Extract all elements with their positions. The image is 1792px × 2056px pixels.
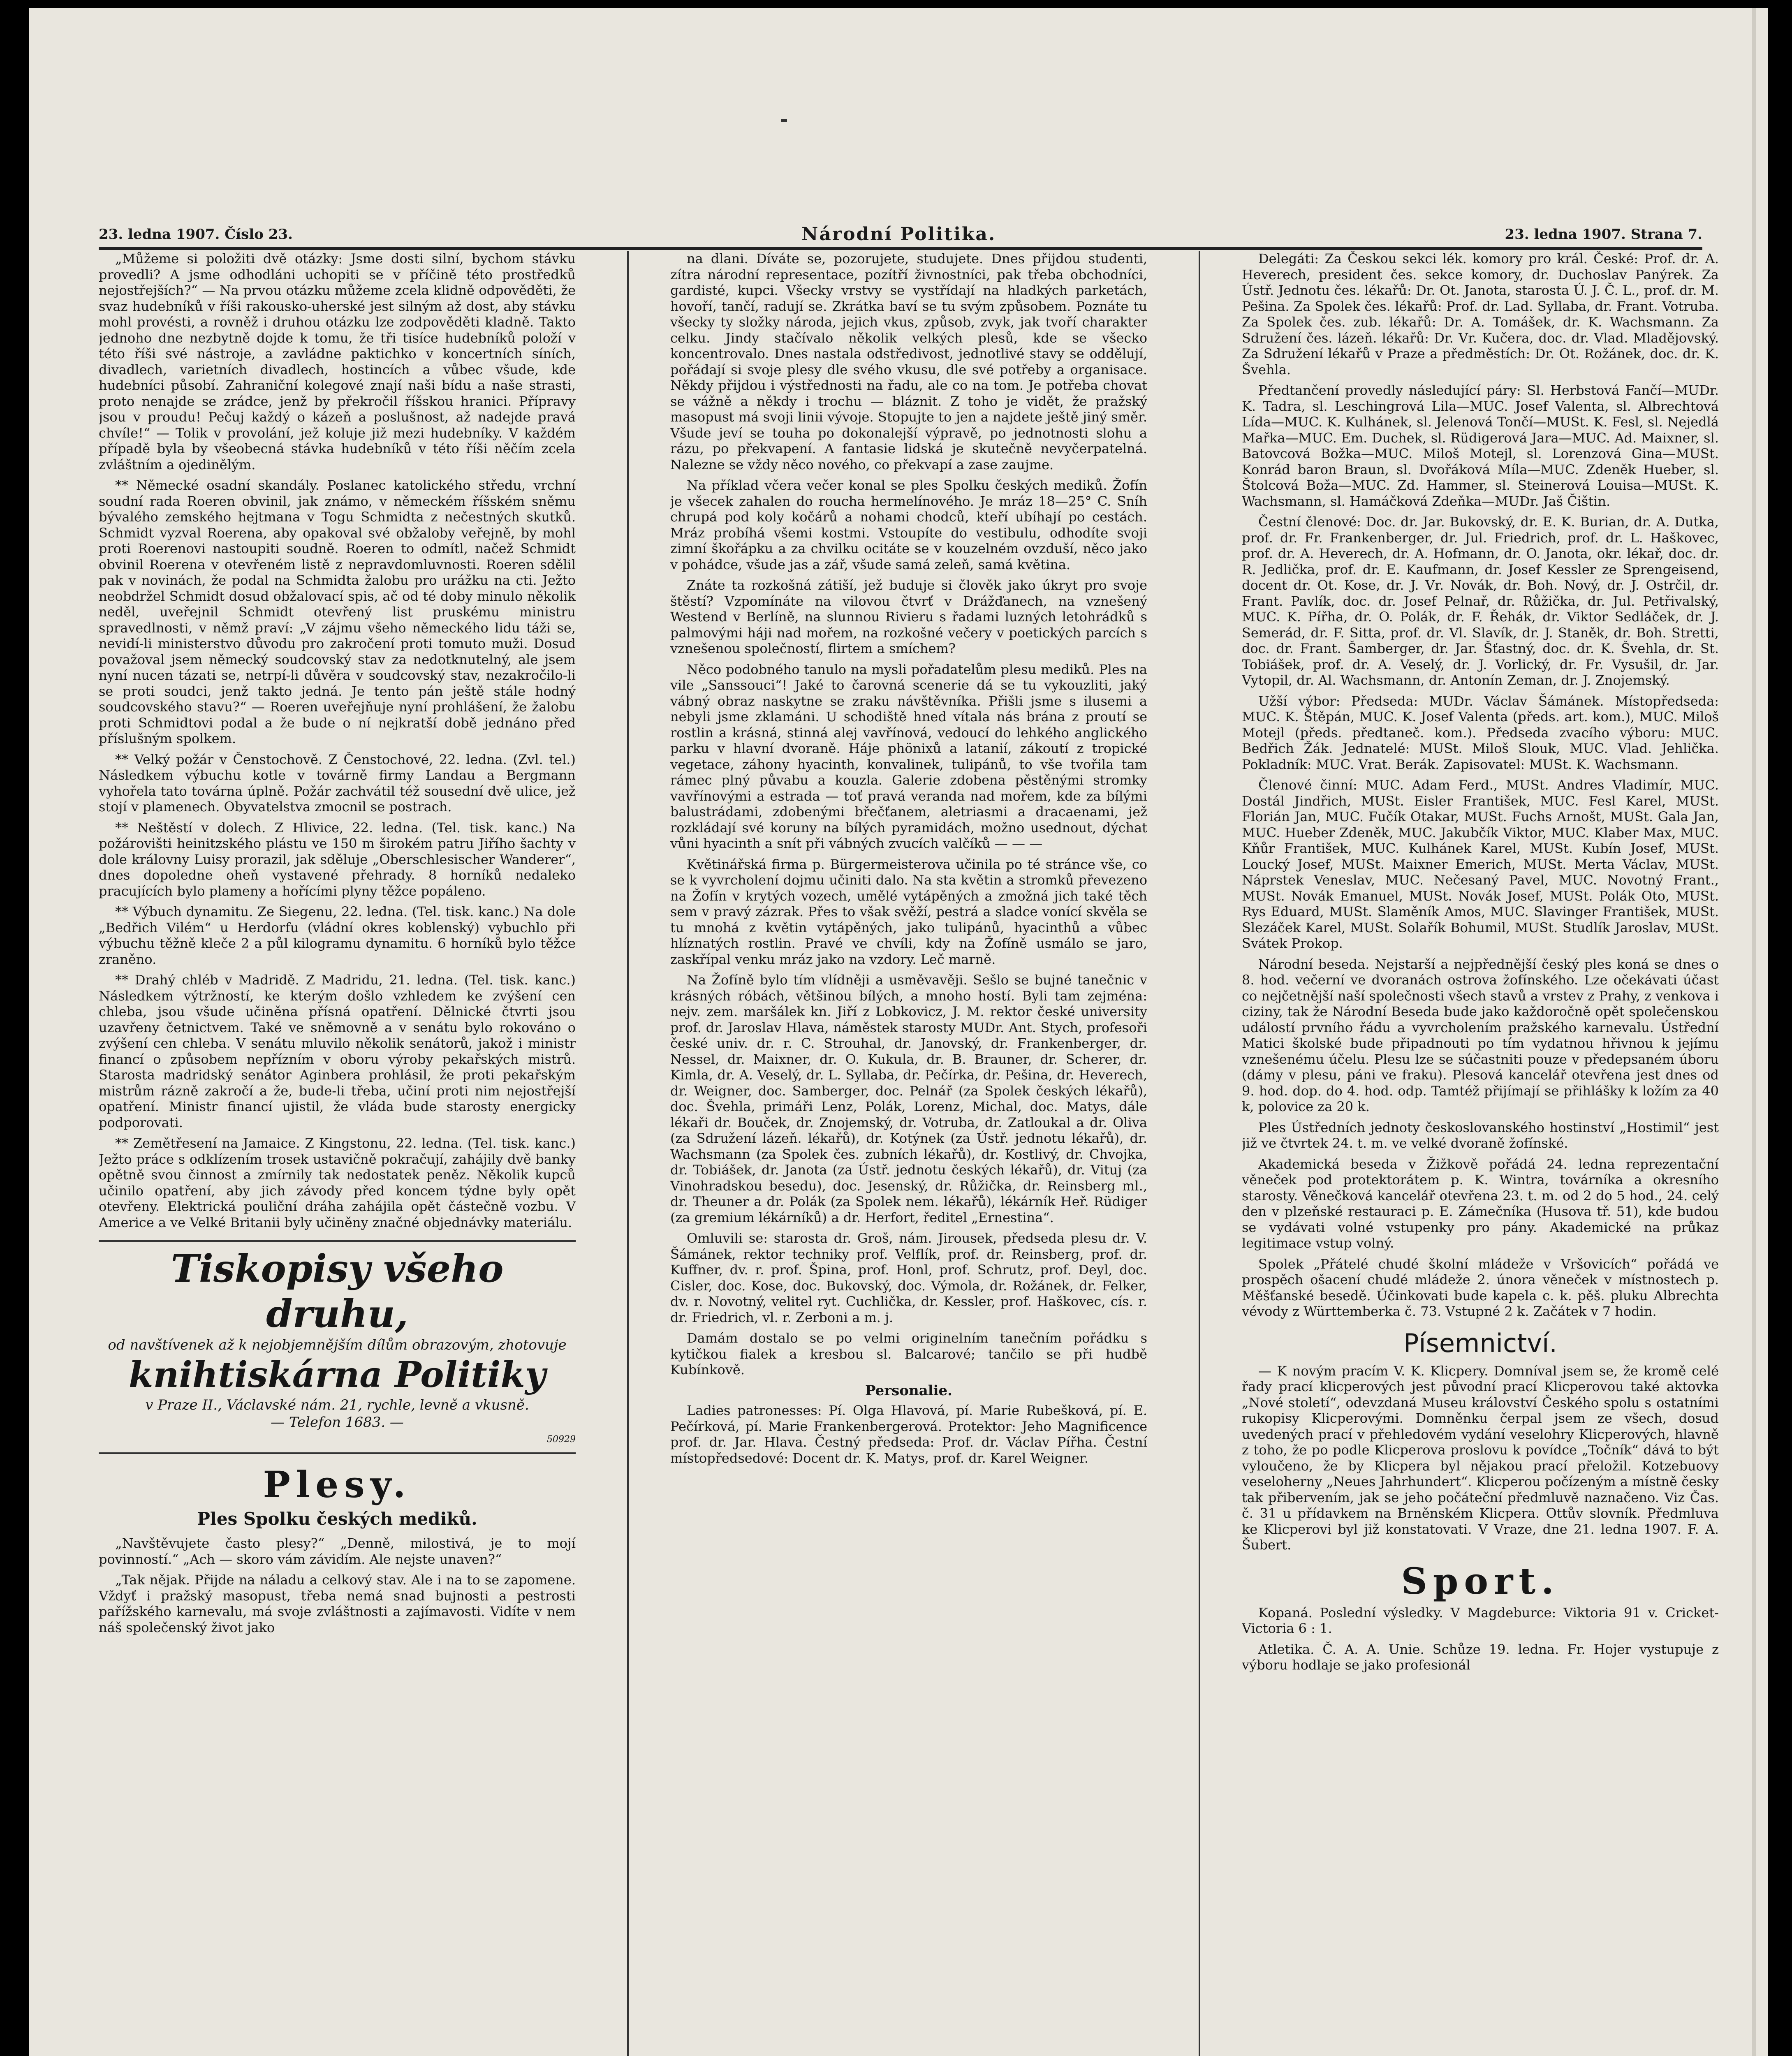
ad-tagline: od navštívenek až k nejobjemnějším dílům obrazovým, zhotovuje bbox=[108, 1337, 567, 1353]
ad-headline: Tiskopisy všeho druhu, bbox=[171, 1246, 504, 1336]
section-title-literature: Písemnictví. bbox=[1403, 1328, 1557, 1358]
subheading-personalia: Personalie. bbox=[865, 1382, 953, 1399]
ad-address: v Praze II., Václavské nám. 21, rychle, levně a vkusně. bbox=[145, 1397, 529, 1413]
article-ball-intro: „Tak nějak. Přijde na náladu a celkový stav. Ale i na to se zapomene. Vždyť i pražský masopust, třeba nemá snad bujnosti a pestrosti pařížského karnevalu, má svoje zvláštnosti a zajímavosti. Vidíte v nem náš společenský život jako bbox=[99, 1572, 576, 1635]
article-delegates: Delegáti: Za Českou sekci lék. komory pro král. České: Prof. dr. A. Heverech, president čes. sekce komory, dr. Duchoslav Panýrek. Za Ústř. Jednotu čes. lékařů: Dr. Ot. Janota, starosta Ú. J. Č. L., prof. dr. M. Pešina. Za Spolek čes. lékařů: Prof. dr. Lad. Syllaba, dr. Frant. Votruba. Za Spolek čes. zub. lékařů: Dr. A. Tomášek, dr. K. Wachsmann. Za Sdružení čes. lázeň. lékařů: Dr. Vr. Kučera, doc. dr. Vlad. Mladějovský. Za Sdružení lékařů v Praze a předměstích: Dr. Ot. Rožánek, doc. dr. K. Švehla. bbox=[1242, 251, 1719, 377]
article-ball-zofin: Na příklad včera večer konal se ples Spolku českých mediků. Žofín je všecek zahalen do roucha hermelínového. Je mráz 18—25° C. Sníh chrupá pod koly kočárů a nohami chodců, kteří ubíhají po cestách. Mráz probíhá všemi kostmi. Vstoupíte do vestibulu, odhodíte svoji zimní škořápku a za chvilku ocitáte se v kouzelném ovzduší, něco jako v pohádce, všude jas a zář, všude samá zeleň, samá květina. bbox=[670, 477, 1147, 572]
article-football-results: Kopaná. Poslední výsledky. V Magdeburce: Viktoria 91 v. Cricket-Victoria 6 : 1. bbox=[1242, 1605, 1719, 1636]
article-ball-florist: Květinářská firma p. Bürgermeisterova učinila po té stránce vše, co se k vyvrcholení dojmu učiniti dalo. Na sta květin a stromků převezeno na Žofín v krytých vozech, umělé vytápěných a zmožná jich také těch sem v pravý zázrak. Přes to však svěží, pestrá a sladce vonící skvěla se tu mnohá z květin vytápěných, jako tulipánů, hyacinthů a vůbec hlíznatých rostlin. Pravé ve chvíli, kdy na Žofíně usmálo se jaro, zaskřípal venku mráz jako na vzdory. Leč marně. bbox=[670, 856, 1147, 967]
article-ball-guests: Na Žofíně bylo tím vlídněji a usměvavěji. Sešlo se bujné tanečnic v krásných róbách, většinou bílých, a mnoho hostí. Byli tam zejména: nejv. zem. maršálek kn. Jiří z Lobkovicz, J. M. rektor české university prof. dr. Jaroslav Hlava, náměstek starosty MUDr. Ant. Stych, profesoři české univ. dr. r. C. Strouhal, dr. Janovský, dr. Frankenberger, dr. Nessel, dr. Maixner, dr. O. Kukula, dr. B. Brauner, dr. Scherer, dr. Kimla, dr. A. Veselý, dr. L. Syllaba, dr. Pečírka, dr. Pešina, dr. Heverech, dr. Weigner, doc. Samberger, doc. Pelnář (za Spolek českých lékařů), doc. Švehla, primáři Lenz, Polák, Lorenz, Michal, doc. Matys, dále lékaři dr. Bouček, dr. Znojemský, dr. Votruba, dr. Zatloukal a dr. Oliva (za Sdružení lázeň. lékařů), dr. Kotýnek (za Ústř. jednotu lékařů), dr. Wachsmann (za Spolek čes. zubních lékařů), dr. Kostlivý, dr. Chvojka, dr. Tobiášek, dr. Janota (za Ústř. jednotu českých lékařů), dr. Vituj (za Vinohradskou besedu), doc. Jesenský, dr. Růžička, dr. Reinsberg ml., dr. Theuner a dr. Polák (za Spolek nem. lékařů), lékárník Heř. Rüdiger (za gremium lékárníků) a dr. Herfort, ředitel „Ernestina“. bbox=[670, 972, 1147, 1225]
column-2 bbox=[670, 251, 1147, 2056]
article-ball-continued: na dlani. Díváte se, pozorujete, studujete. Dnes přijdou studenti, zítra národní representace, pozítří živnostníci, pak třeba obchodníci, gardisté, kupci. Všecky vrstvy se vystřídají na hladkých parketách, hovoří, tančí, radují se. Zkrátka baví se tu svým způsobem. Poznáte tu všecky ty složky národa, jejich vkus, způsob, zvyk, jak tvoří charakter celku. Jindy stačívalo několik velkých plesů, kde se všecko koncentrovalo. Dnes nastala odstředivost, jednotlivé stavy se oddělují, pořádají si svoje plesy dle svého vkusu, dle své potřeby a organisace. Někdy přijdou i výstřednosti na řadu, ale co na tom. Je potřeba chovat se vážně a někdy i trochu — bláznit. Z toho je vidět, že pražský masopust má svoji linii vývoje. Stopujte to jen a najdete ještě jiný směr. Všude jeví se touha po dokonalejší výpravě, po jednotnosti slohu a rázu, po překvapení. A fantasie lidská je skutečně nevyčerpatelná. Nalezne se vždy něco nového, co překvapí a zase zaujme. bbox=[670, 251, 1147, 472]
article-school-youth-friends: Spolek „Přátelé chudé školní mládeže v Vršovicích“ pořádá ve prospěch ošacení chudé mládeže 2. února věneček v místnostech p. Měšťanské besedě. Účinkovati bude kapela c. k. pěš. pluku Albrechta vévody z Württemberka č. 73. Vstupné 2 k. Začátek v 7 hodin. bbox=[1242, 1256, 1719, 1319]
masthead-title: Národní Politika. bbox=[801, 224, 996, 245]
section-title-balls: Plesy. bbox=[263, 1463, 412, 1506]
ad-code: 50929 bbox=[547, 1434, 576, 1445]
ad-company-name: knihtiskárna Politiky bbox=[129, 1354, 546, 1396]
article-bread-madrid: ** Drahý chléb v Madridě. Z Madridu, 21. ledna. (Tel. tisk. kanc.) Následkem výtržností, ke kterým došlo vzhledem ke zvýšení cen chleba, jsou všude učiněna přísná opatření. Dělnické čtvrti jsou uzavřeny četnictvem. Také ve sněmovně a v senátu bylo rokováno o zvýšení cen chleba. V senátu mluvilo několik senátorů, jakož i ministr financí o způsobem nepřízním v oboru výroby pekařských mistrů. Starosta madridský senátor Aginbera prohlásil, že proti pekařským mistrům rázně zakročí a že, bude-li třeba, učiní proti nim nejostřejší opatření. Ministr financí ujistil, že vláda bude starosty energicky podporovati. bbox=[99, 972, 576, 1130]
article-active-members: Členové činní: MUC. Adam Ferd., MUSt. Andres Vladimír, MUC. Dostál Jindřich, MUSt. Eisler František, MUC. Fesl Karel, MUSt. Florián Jan, MUC. Fučík Otakar, MUSt. Fuchs Arnošt, MUSt. Gala Jan, MUC. Hueber Zdeněk, MUC. Jakubčík Viktor, MUC. Klaber Max, MUC. Kňůr František, MUC. Kulhánek Karel, MUSt. Kubín Josef, MUSt. Loucký Josef, MUSt. Maixner Emerich, MUSt. Merta Václav, MUSt. Náprstek Veneslav, MUC. Nečesaný Pavel, MUC. Novotný Frant., MUSt. Novák Emanuel, MUSt. Novák Josef, MUSt. Polák Oto, MUSt. Rys Eduard, MUSt. Slaměník Amos, MUC. Slavinger František, MUSt. Slezáček Karel, MUSt. Solařík Bohumil, MUSt. Studlík Jaroslav, MUSt. Svátek Prokop. bbox=[1242, 777, 1719, 951]
article-german-colonial-scandals: ** Německé osadní skandály. Poslanec katolického středu, vrchní soudní rada Roeren obvinil, jak známo, v německém říšském sněmu bývalého zemského hejtmana v Togu Schmidta z nečestných skutků. Schmidt vyzval Roerena, aby opakoval své obžaloby veřejně, by mohl proti Roerenovi nastoupiti soudně. Roeren to odmítl, načež Schmidt obvinil Roerena v otevřeném listě z nepravdomluvnosti. Roeren sdělil pak v novinách, že podal na Schmidta žalobu pro urážku na cti. Ježto neobdržel Schmidt dosud obžalovací spis, ač od té doby minulo několik neděl, uveřejnil Schmidt otevřený list pruskému ministru spravedlnosti, v němž praví: „V zájmu všeho německého lidu táži se, nevidí-li ministerstvo důvodu pro zakročení proti tomuto muži. Dosud považoval jsem německý soudcovský stav za nedotknutelný, ale jsem nyní nucen tázati se, netrpí-li důvěra v soudcovský stav, nezakročilo-li se proti soudci, jenž takto jedná. Je tento pán ještě stále hodný soudcovského stavu?“ — Roeren uveřejňuje nyní prohlášení, že žalobu proti Schmidtovi podal a že bude o ní nejkratší době jednáno před příslušným spolkem. bbox=[99, 477, 576, 746]
page-edge bbox=[1752, 8, 1756, 2056]
article-ball-patronesses: Ladies patronesses: Pí. Olga Hlavová, pí. Marie Rubešková, pí. E. Pečírková, pí. Marie Frankenbergerová. Protektor: Jeho Magnificence prof. dr. Jar. Hlava. Čestný předseda: Prof. dr. Václav Pířha. Čestní místopředsedové: Docent dr. K. Matys, prof. dr. Karel Weigner. bbox=[670, 1403, 1147, 1466]
article-ball-apologies: Omluvili se: starosta dr. Groš, nám. Jirousek, předseda plesu dr. V. Šámánek, rektor techniky prof. Velflík, prof. dr. Reinsberg, prof. dr. Kuffner, dv. r. prof. Špina, prof. Honl, prof. Schrutz, prof. Deyl, doc. Cisler, doc. Kose, doc. Bukovský, doc. Výmola, dr. Rožánek, dr. Felker, dv. r. Novotný, velitel ryt. Cuchlička, dr. Kessler, prof. Haškovec, cís. r. dr. Friedrich, vl. r. Zerboni a m. j. bbox=[670, 1230, 1147, 1325]
article-committee: Užší výbor: Předseda: MUDr. Václav Šámánek. Místopředseda: MUC. K. Štěpán, MUC. K. Josef Valenta (předs. art. kom.), MUC. Miloš Motejl (předs. předtaneč. kom.). Předseda zvacího výboru: MUC. Bedřich Žák. Jednatelé: MUSt. Miloš Slouk, MUC. Vlad. Jehlička. Pokladník: MUC. Vrat. Berák. Zapisovatel: MUSt. K. Wachsmann. bbox=[1242, 693, 1719, 772]
article-dynamite-explosion: ** Výbuch dynamitu. Ze Siegenu, 22. ledna. (Tel. tisk. kanc.) Na dole „Bedřich Vilém“ u Herdorfu (vládní okres koblenský) vybuchlo při výbuchu těžně kleče 2 a půl kilogramu dynamitu. 6 horníků bylo těžce zraněno. bbox=[99, 904, 576, 967]
section-title-sport: Sport. bbox=[1401, 1559, 1560, 1602]
article-ball-ladies-gift: Damám dostalo se po velmi originelním tanečním pořádku s kytičkou fialek a kresbou sl. Balcarové; tančilo se při hudbě Kubínkově. bbox=[670, 1330, 1147, 1378]
column-3 bbox=[1242, 251, 1719, 2056]
newspaper-page bbox=[29, 8, 1768, 2056]
column-rule bbox=[627, 251, 629, 2056]
article-musicians-strike: „Můžeme si položiti dvě otázky: Jsme dosti silní, bychom stávku provedli? A jsme odhodláni uchopiti se v příčině této prostředků nejostřejších?“ — Na prvou otázku můžeme zcela klidně odpověděti, že svaz hudebníků v říši rakousko-uherské jest silným až dost, aby stávku mohl provésti, a rovněž i druhou otázku lze zodpověděti kladně. Takto jednoho dne nezbytně dojde k tomu, že tři tisíce hudebníků položí v této říši své nástroje, a zavládne paktichko v koncertních síních, divadlech, varietních divadlech, hostincích a vůbec všude, kde hudebníci působí. Zahraniční kolegové znají naši bídu a naše strasti, proto nenajde se zrádce, jenž by překročil říšskou hranici. Přípravy jsou v proudu! Pečuj každý o kázeň a poslušnost, až nadejde pravá chvíle!“ — Tolik v provolání, jež koluje již mezi hudebníky. V každém případě byla by všeobecná stávka hudebníků v této říši něčím zcela zvláštním a ojedinělým. bbox=[99, 251, 576, 472]
article-narodni-beseda: Národní beseda. Nejstarší a nejpřednější český ples koná se dnes o 8. hod. večerní ve dvoranách ostrova žofínského. Lze očekávati účast co nejčetnější naší společnosti všech stavů a vrstev z Prahy, z venkova i ciziny, tak že Národní Beseda bude jako každoročně opět společenskou událostí prvního řádu a vyvrcholením pražského karnevalu. Ústřední Matici školské bude připadnouti po tím vydatnou hřivnou k jejímu vznešenému účelu. Plesu lze se súčastniti pouze v předepsaném úboru (dámy v plesu, páni ve fraku). Plesová kancelář otevřena jest dnes od 9. hod. dop. do 4. hod. odp. Tamtéž přijímají se přihlášky k ložím za 40 k, polovice za 20 k. bbox=[1242, 956, 1719, 1114]
article-hostimil-ball: Ples Ústředních jednoty českoslovanského hostinství „Hostimil“ jest již ve čtvrtek 24. t. m. ve velké dvoraně žofínské. bbox=[1242, 1119, 1719, 1151]
page-mark bbox=[781, 119, 787, 122]
page-header bbox=[99, 206, 1702, 250]
column-1 bbox=[99, 251, 576, 2056]
article-mine-accident: ** Neštěstí v dolech. Z Hlivice, 22. ledna. (Tel. tisk. kanc.) Na požárovišti heinitzského plástu ve 150 m širokém patru Jiřího šachty v dole královny Luisy prorazil, jak sděluje „Oberschlesischer Wanderer“, dnes dopoledne oheň vystavené přehrady. 8 horníků nedaleko pracujících bylo plameny a hořícími plyny těžce popáleno. bbox=[99, 820, 576, 899]
article-academic-beseda: Akademická beseda v Žižkově pořádá 24. ledna reprezentační věneček pod protektorátem p. K. Wintra, továrníka a okresního starosty. Věnečková kancelář otevřena 23. t. m. od 2 do 5 hod., 24. celý den v plzeňské restauraci p. E. Zámečníka (Husova tř. 51), kde budou se vydávati volné vstupenky pro pány. Akademické na průkaz legitimace vstup volný. bbox=[1242, 1156, 1719, 1251]
article-ball-retreats: Znáte ta rozkošná zátiší, jež buduje si člověk jako úkryt pro svoje štěstí? Vzpomínáte na vilovou čtvrť v Drážďanech, na vznešený Westend v Berlíně, na slunnou Rivieru s řadami luzných letohrádků s palmovými háji nad mořem, na rozkošné večery v poetických parcích s vznešenou společností, flirtem a smíchem? bbox=[670, 577, 1147, 656]
article-fire-czestochowa: ** Velký požár v Čenstochově. Z Čenstochové, 22. ledna. (Zvl. tel.) Následkem výbuchu kotle v továrně firmy Landau a Bergmann vyhořela tato továrna úplně. Požár zachvátil též sousední dvě ulice, jež stojí v plamenech. Obyvatelstva zmocnil se postrach. bbox=[99, 751, 576, 815]
article-jamaica-earthquake: ** Zemětřesení na Jamaice. Z Kingstonu, 22. ledna. (Tel. tisk. kanc.) Ježto práce s odklízením trosek ustavičně pokračují, zahájily dvě banky opětně svou činnost a zmírnily tak nedostatek peněz. Několik kupců učinilo opatření, aby jich závody před koncem týdne byly opět otevřeny. Elektrická pouliční dráha zahájila opět částečně vozbu. V Americe a ve Velké Britanii byly učiněny značné objednávky materiálu. bbox=[99, 1135, 576, 1230]
article-klicpera: — K novým pracím V. K. Klicpery. Domníval jsem se, že kromě celé řady prací klicperových jest původní prací Klicperovou také aktovka „Nové století“, odevzdaná Museu království Českého spolu s ostatními rukopisy Klicperovými. Domněnku čerpal jsem ze všech, dosud uvedených prací v přehledovém vydání veselohry Klicperových, hlavně z toho, že po podle Klicperova proslovu k povídce „Točník“ dává to být vyloučeno, že by Klicpera byl nějakou prací přeložil. Kotzebuovy veseloherny „Neues Jahrhundert“. Klicperou počízeným a místně česky tak přibervením, jak se jeho počáteční předmluvě naznačeno. Viz Čas. č. 31 u přídavkem na Brněnském Klicpera. Ottův slovník. Předmluva ke Klicperovi byl již konstatovati. V Vraze, dne 21. ledna 1907. F. A. Šubert. bbox=[1242, 1363, 1719, 1553]
article-ball-sanssouci: Něco podobného tanulo na mysli pořadatelům plesu mediků. Ples na vile „Sanssouci“! Jaké to čarovná scenerie dá se tu vykouzliti, jaký vábný obraz naskytne se zraku návštěvníka. Přišli jsme s ilusemi a nebyli jsme zklamáni. U schodiště hned vítala nás brána z proutí se rostlin a krásná, stinná alej vavřínová, vedoucí do lehkého anglického parku v hlavní dvoraně. Háje phönixů a latanií, zákoutí z tropické vegetace, záhony hyacinth, konvalinek, tulipánů, to vše tvořila tam rámec plný půvabu a kouzla. Galerie zdobena pěstěnými stromky vavřínovými a estrada — toť pravá veranda nad mořem, kde za bílými balustrádami, zdobenými břečťanem, aletriasmi a dracaenami, jež rozkládají své koruny na bílých pyramidách, možno usednout, dýchat vůni hyacinth a snít při vábných zvucích valčíků — — — bbox=[670, 661, 1147, 851]
print-shop-advertisement bbox=[99, 1240, 576, 1454]
ad-phone: — Telefon 1683. — bbox=[271, 1414, 404, 1431]
article-opening-dance: Předtančení provedly následující páry: Sl. Herbstová Fančí—MUDr. K. Tadra, sl. Leschingrová Lila—MUC. Josef Valenta, sl. Albrechtová Lída—MUC. K. Kulhánek, sl. Jelenová Tončí—MUSt. K. Fesl, sl. Nejedlá Mařka—MUC. Em. Duchek, sl. Rüdigerová Jara—MUC. Ad. Maixner, sl. Batovcová Božka—MUC. Miloš Motejl, sl. Lorenzová Gina—MUSt. Konrád baron Braun, sl. Dvořáková Míla—MUC. Zdeněk Hueber, sl. Štolcová Boža—MUC. Zd. Hammer, sl. Steinerová Louisa—MUSt. K. Wachsmann, sl. Hamáčková Zdeňka—MUDr. Jaš Čištin. bbox=[1242, 382, 1719, 509]
header-date-page: 23. ledna 1907. Strana 7. bbox=[1505, 226, 1702, 243]
article-honorary-members: Čestní členové: Doc. dr. Jar. Bukovský, dr. E. K. Burian, dr. A. Dutka, prof. dr. Fr. Frankenberger, dr. Jul. Friedrich, prof. dr. L. Haškovec, prof. dr. A. Heverech, dr. A. Hofmann, dr. O. Janota, okr. lékař, doc. dr. R. Jedlička, prof. dr. E. Kaufmann, dr. Josef Kessler ze Sprengeisend, docent dr. Ot. Kose, dr. J. Vr. Novák, dr. Boh. Nový, dr. J. Ostrčil, dr. Frant. Pavlík, doc. dr. Josef Pelnař, dr. Růžička, dr. Jul. Petřivalský, MUC. K. Pířha, dr. O. Polák, dr. F. Řehák, dr. Viktor Sedláček, dr. J. Semerád, dr. F. Sitta, prof. dr. Vl. Slavík, dr. J. Staněk, dr. Boh. Stretti, doc. dr. Frant. Šamberger, dr. Jar. Šťastný, doc. dr. K. Švehla, dr. St. Tobiášek, prof. dr. A. Veselý, dr. J. Vorlický, dr. Fr. Vysušil, dr. Jar. Vytopil, dr. Al. Wachsmann, dr. Antonín Zeman, dr. J. Znojemský. bbox=[1242, 514, 1719, 688]
article-dialogue: „Navštěvujete často plesy?“ „Denně, milostivá, je to mojí povinností.“ „Ach — skoro vám závidím. Ale nejste unaven?“ bbox=[99, 1535, 576, 1567]
article-title-medics-ball: Ples Spolku českých mediků. bbox=[197, 1509, 477, 1529]
column-rule bbox=[1199, 251, 1200, 2056]
article-athletics: Atletika. Č. A. A. Unie. Schůze 19. ledna. Fr. Hojer vystupuje z výboru hodlaje se jako profesionál bbox=[1242, 1641, 1719, 1673]
header-date-issue: 23. ledna 1907. Číslo 23. bbox=[99, 226, 293, 243]
